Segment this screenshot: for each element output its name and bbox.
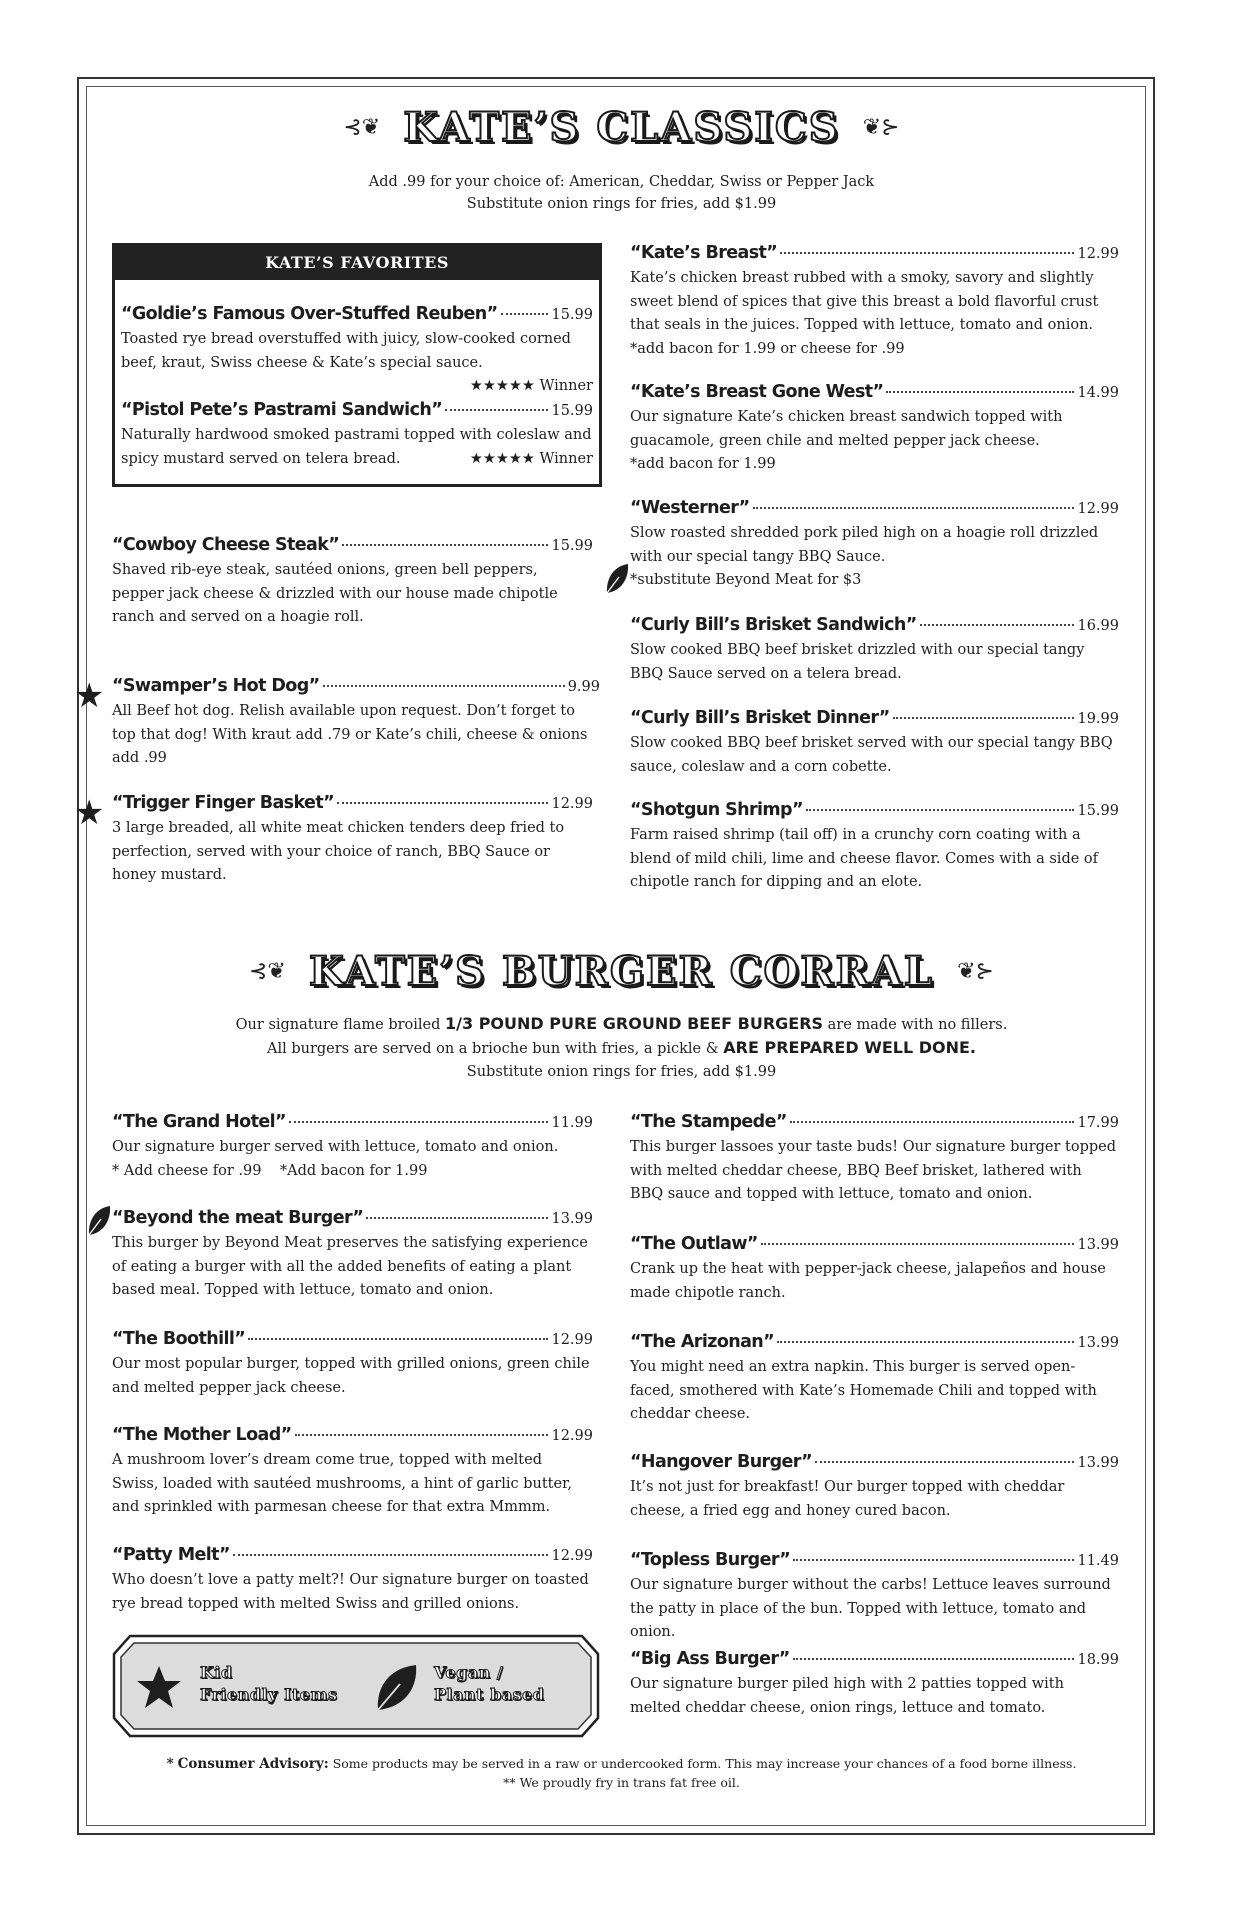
menu-item	[630, 1649, 1119, 1720]
item-description: A mushroom lover’s dream come true, topped with melted Swiss, loaded with sautéed mushrooms, a hint of garlic butter, and sprinkled with parmesan cheese for that extra Mmmm.	[112, 1452, 573, 1515]
item-name: “The Grand Hotel”	[112, 1112, 286, 1132]
item-name: “Kate’s Breast”	[630, 243, 778, 263]
leader-dots	[753, 507, 1075, 509]
leader-dots	[233, 1554, 549, 1556]
legend-box	[112, 1634, 600, 1738]
kid-friendly-star-icon: ★	[74, 793, 105, 833]
item-description: Kate’s chicken breast rubbed with a smoky, savory and slightly sweet blend of spices that give this breast a bold flavorful crust that seals in the juices. Topped with lettuce, tomato and onion.	[630, 270, 1099, 333]
menu-item	[630, 498, 1119, 593]
leaf-icon	[374, 1662, 420, 1714]
item-description: Farm raised shrimp (tail off) in a crunchy corn coating with a blend of mild chili, lime and cheese flavor. Comes with a side of chipotle ranch for dipping and an elote.	[630, 827, 1099, 890]
item-price: 13.99	[551, 1211, 593, 1227]
item-desc-text: Naturally hardwood smoked pastrami topped with coleslaw and spicy mustard served on telera bread.	[121, 427, 592, 467]
item-price: 15.99	[1077, 803, 1119, 819]
burgers-sub2-b: ARE PREPARED WELL DONE.	[723, 1038, 977, 1057]
item-name: “Shotgun Shrimp”	[630, 800, 803, 820]
classics-title: KATE’S CLASSICS	[403, 104, 840, 151]
item-price: 12.99	[1077, 501, 1119, 517]
menu-item	[121, 400, 593, 471]
burgers-title: KATE’S BURGER CORRAL	[308, 948, 935, 995]
item-note: *add bacon for 1.99	[630, 456, 776, 472]
item-description	[121, 424, 593, 471]
menu-item	[630, 382, 1119, 477]
item-description	[121, 328, 593, 394]
item-note: *add bacon for 1.99 or cheese for .99	[630, 340, 905, 357]
item-name: “Pistol Pete’s Pastrami Sandwich”	[121, 400, 443, 420]
item-note: * Add cheese for .99 *Add bacon for 1.99	[112, 1162, 428, 1179]
classics-subtitle-2: Substitute onion rings for fries, add $1.99	[466, 196, 777, 212]
burgers-subtitle-3: Substitute onion rings for fries, add $1.99	[466, 1064, 777, 1080]
item-name: “The Arizonan”	[630, 1332, 775, 1352]
ornament-right-icon: ❦⊱	[862, 115, 900, 140]
leader-dots	[366, 1217, 548, 1219]
item-name: “Goldie’s Famous Over-Stuffed Reuben”	[121, 304, 498, 324]
legend-kid-line1: Kid	[200, 1663, 233, 1682]
burgers-sub1-a: Our signature flame broiled	[235, 1017, 446, 1033]
leader-dots	[501, 313, 549, 315]
item-name: “Beyond the meat Burger”	[112, 1208, 364, 1228]
item-name: “Cowboy Cheese Steak”	[112, 535, 340, 555]
burgers-sub2-a: All burgers are served on a brioche bun with fries, a pickle &	[266, 1041, 724, 1057]
menu-item	[630, 1550, 1119, 1645]
leader-dots	[815, 1461, 1074, 1463]
burgers-sub1-c: are made with no fillers.	[823, 1017, 1008, 1033]
legend-kid-line2: Friendly Items	[200, 1685, 338, 1704]
item-price: 13.99	[1077, 1455, 1119, 1471]
leader-dots	[793, 1658, 1075, 1660]
menu-item	[112, 1329, 593, 1400]
classics-title-row	[0, 104, 1243, 151]
leader-dots	[793, 1559, 1074, 1561]
item-description: It’s not just for breakfast! Our burger topped with cheddar cheese, a fried egg and honey cured bacon.	[630, 1479, 1065, 1519]
item-price: 15.99	[551, 538, 593, 554]
item-description: Our most popular burger, topped with grilled onions, green chile and melted pepper jack cheese.	[112, 1356, 590, 1396]
menu-item	[112, 1545, 593, 1616]
leader-dots	[295, 1434, 549, 1436]
menu-item	[112, 1112, 593, 1183]
leader-dots	[920, 624, 1075, 626]
item-name: “Patty Melt”	[112, 1545, 230, 1565]
item-price: 11.49	[1077, 1553, 1119, 1569]
star-icon	[136, 1664, 182, 1710]
item-description: Slow cooked BBQ beef brisket served with our special tangy BBQ sauce, coleslaw and a corn cobette.	[630, 735, 1113, 775]
menu-item	[630, 1112, 1119, 1207]
burgers-title-row	[0, 948, 1243, 995]
item-description: Crank up the heat with pepper-jack cheese, jalapeños and house made chipotle ranch.	[630, 1261, 1106, 1301]
legend-kid-label	[200, 1662, 338, 1706]
item-description: 3 large breaded, all white meat chicken tenders deep fried to perfection, served with your choice of ranch, BBQ Sauce or honey mustard.	[112, 820, 565, 883]
leader-dots	[445, 409, 548, 411]
item-description: Who doesn’t love a patty melt?! Our signature burger on toasted rye bread topped with melted Swiss and grilled onions.	[112, 1572, 589, 1612]
item-description: Our signature Kate’s chicken breast sandwich topped with guacamole, green chile and melted pepper jack cheese.	[630, 409, 1063, 449]
item-price: 12.99	[551, 1548, 593, 1564]
item-description: Shaved rib-eye steak, sautéed onions, green bell peppers, pepper jack cheese & drizzled with our house made chipotle ranch and served on a hoagie roll.	[112, 562, 558, 625]
leader-dots	[790, 1121, 1075, 1123]
item-price: 19.99	[1077, 711, 1119, 727]
item-name: “Trigger Finger Basket”	[112, 793, 334, 813]
item-description: You might need an extra napkin. This burger is served open-faced, smothered with Kate’s Homemade Chili and topped with cheddar cheese.	[630, 1359, 1097, 1422]
item-description: Slow cooked BBQ beef brisket drizzled with our special tangy BBQ Sauce served on a telera bread.	[630, 642, 1085, 682]
item-name: “Curly Bill’s Brisket Sandwich”	[630, 615, 917, 635]
plant-based-leaf-icon	[604, 562, 630, 596]
item-description: Slow roasted shredded pork piled high on a hoagie roll drizzled with our special tangy BBQ Sauce.	[630, 525, 1099, 565]
leader-dots	[289, 1121, 549, 1123]
leader-dots	[342, 544, 548, 546]
menu-item	[112, 1208, 593, 1303]
menu-item	[630, 243, 1119, 361]
item-description: Our signature burger without the carbs! Lettuce leaves surround the patty in place of the bun. Topped with lettuce, tomato and onion.	[630, 1577, 1111, 1640]
leader-dots	[893, 717, 1075, 719]
legend-vegan-line2: Plant based	[434, 1685, 545, 1704]
menu-item	[112, 676, 600, 771]
item-price: 12.99	[551, 1332, 593, 1348]
item-note: *substitute Beyond Meat for $3	[630, 572, 862, 588]
legend-vegan-label	[434, 1662, 545, 1706]
item-name: “The Boothill”	[112, 1329, 246, 1349]
item-description: Our signature burger served with lettuce, tomato and onion.	[112, 1139, 559, 1155]
item-price: 9.99	[567, 679, 600, 695]
item-name: “Kate’s Breast Gone West”	[630, 382, 884, 402]
item-name: “Curly Bill’s Brisket Dinner”	[630, 708, 890, 728]
menu-item	[630, 615, 1119, 686]
item-price: 13.99	[1077, 1335, 1119, 1351]
menu-item	[112, 793, 593, 888]
item-price: 15.99	[551, 307, 593, 323]
menu-item	[112, 535, 593, 630]
burgers-sub1-b: 1/3 POUND PURE GROUND BEEF BURGERS	[445, 1014, 824, 1033]
item-description: All Beef hot dog. Relish available upon request. Don’t forget to top that dog! With kraut add .79 or Kate’s chili, cheese & onions add .99	[112, 703, 588, 766]
item-desc-text: Toasted rye bread overstuffed with juicy, slow-cooked corned beef, kraut, Swiss cheese & Kate’s special sauce.	[121, 331, 571, 371]
item-price: 12.99	[1077, 246, 1119, 262]
legend-vegan-line1: Vegan /	[434, 1663, 504, 1682]
item-price: 13.99	[1077, 1237, 1119, 1253]
item-description: This burger lassoes your taste buds! Our signature burger topped with melted cheddar cheese, BBQ Beef brisket, lathered with BBQ sauce and topped with lettuce, tomato and onion.	[630, 1139, 1117, 1202]
menu-item	[630, 1234, 1119, 1305]
leader-dots	[806, 809, 1075, 811]
leader-dots	[248, 1338, 548, 1340]
leader-dots	[761, 1243, 1075, 1245]
item-price: 12.99	[551, 796, 593, 812]
menu-item	[630, 708, 1119, 779]
leader-dots	[323, 685, 565, 687]
item-price: 12.99	[551, 1428, 593, 1444]
item-name: “The Stampede”	[630, 1112, 787, 1132]
menu-item	[630, 1332, 1119, 1427]
item-price: 17.99	[1077, 1115, 1119, 1131]
burgers-subtitle-2	[0, 1037, 1243, 1060]
burgers-subtitle-1	[0, 1013, 1243, 1036]
item-description: This burger by Beyond Meat preserves the satisfying experience of eating a burger with all the added benefits of eating a plant based meal. Topped with lettuce, tomato and onion.	[112, 1235, 588, 1298]
item-price: 16.99	[1077, 618, 1119, 634]
ornament-right-icon: ❦⊱	[957, 959, 994, 984]
item-price: 14.99	[1077, 385, 1119, 401]
classics-subtitle-1: Add .99 for your choice of: American, Cheddar, Swiss or Pepper Jack	[368, 174, 875, 190]
kid-friendly-star-icon: ★	[74, 676, 105, 716]
item-name: “Westerner”	[630, 498, 750, 518]
ornament-left-icon: ⊰❦	[249, 959, 286, 984]
menu-item	[121, 304, 593, 399]
item-name: “Big Ass Burger”	[630, 1649, 790, 1669]
menu-item	[112, 1425, 593, 1520]
menu-item	[630, 1452, 1119, 1523]
menu-item	[630, 800, 1119, 895]
leader-dots	[780, 252, 1074, 254]
item-price: 15.99	[551, 403, 593, 419]
ornament-left-icon: ⊰❦	[343, 115, 381, 140]
item-name: “Swamper’s Hot Dog”	[112, 676, 320, 696]
advisory-text: Some products may be served in a raw or undercooked form. This may increase your chances of a food borne illness.	[328, 1756, 1077, 1771]
item-name: “The Mother Load”	[112, 1425, 292, 1445]
item-name: “Hangover Burger”	[630, 1452, 813, 1472]
leader-dots	[777, 1341, 1074, 1343]
consumer-advisory	[0, 1755, 1243, 1773]
advisory-star: *	[166, 1756, 174, 1772]
advisory-label: Consumer Advisory:	[177, 1756, 329, 1772]
oil-note: ** We proudly fry in trans fat free oil.	[503, 1775, 740, 1790]
leader-dots	[886, 391, 1074, 393]
rating-badge: ★★★★★ Winner	[469, 450, 593, 467]
leader-dots	[337, 802, 548, 804]
plant-based-leaf-icon	[86, 1204, 112, 1238]
item-price: 18.99	[1077, 1652, 1119, 1668]
item-name: “Topless Burger”	[630, 1550, 791, 1570]
item-price: 11.99	[551, 1115, 593, 1131]
item-name: “The Outlaw”	[630, 1234, 758, 1254]
rating-badge: ★★★★★ Winner	[469, 378, 593, 394]
favorites-title: KATE’S FAVORITES	[115, 246, 599, 280]
item-description: Our signature burger piled high with 2 patties topped with melted cheddar cheese, onion rings, lettuce and tomato.	[630, 1676, 1064, 1716]
